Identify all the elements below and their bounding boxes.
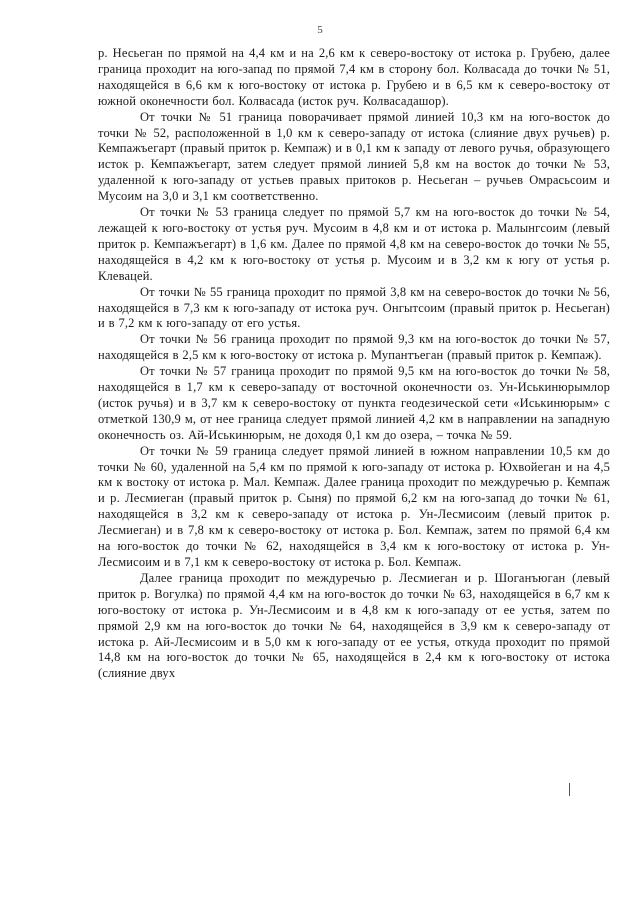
scan-edge-mark xyxy=(569,783,570,796)
paragraph-point-55: От точки № 55 граница проходит по прямой 3,8 км на северо-восток до точки № 56, находящейся в 7,3 км к юго-западу от истока руч. Онгытсоим (правый приток р. Несьеган) и в 7,2 км к юго-западу от его устья. xyxy=(98,284,610,331)
paragraph-lesmiegan-divide: Далее граница проходит по междуречью р. Лесмиеган и р. Шоганъюган (левый приток р. Вогулка) по прямой 4,4 км на юго-восток до точки № 63, находящейся в 6,7 км к юго-востоку от истока р. Ун-Лесмисоим и в 4,8 км к юго-западу от ее устья, затем по прямой 2,9 км на юго-восток до точки № 64, находящейся в 3,9 км к северо-западу от истока р. Ай-Лесмисоим и в 5,0 км к юго-западу от ее устья, откуда проходит по прямой 14,8 км на юго-восток до точки № 65, находящейся в 2,4 км к юго-востоку от истока (слияние двух xyxy=(98,570,610,681)
paragraph-continuation: р. Несьеган по прямой на 4,4 км и на 2,6 км к северо-востоку от истока р. Грубею, далее граница проходит на юго-запад по прямой 7,4 км в сторону бол. Колвасада до точки № 51, находящейся в 6,6 км к юго-востоку от истока р. Грубею и в 6,5 км к северо-востоку от южной оконечности бол. Колвасада (исток руч. Колвасадашор). xyxy=(98,46,610,108)
paragraph-point-51: От точки № 51 граница поворачивает прямой линией 10,3 км на юго-восток до точки № 52, расположенной в 1,0 км к северо-западу от истока (слияние двух ручьев) р. Кемпажъегарт (правый приток р. Кемпаж) и в 0,1 км к западу от левого ручья, образующего исток р. Кемпажъегарт, затем следует прямой линией 5,8 км на восток до точки № 53, удаленной к юго-западу от устьев правых притоков р. Несьеган – ручьев Омрасьсоим и Мусоим на 3,0 и 3,1 км соответственно. xyxy=(98,109,610,204)
paragraph-point-53: От точки № 53 граница следует по прямой 5,7 км на юго-восток до точки № 54, лежащей к юго-востоку от устья руч. Мусоим в 4,8 км и от истока р. Малынгсоим (левый приток р. Кемпажъегарт) в 1,6 км. Далее по прямой 4,8 км на северо-восток до точки № 55, находящейся в 4,2 км к юго-востоку от устья р. Мусоим и в 3,2 км к югу от устья р. Клевацей. xyxy=(98,205,610,283)
paragraph-point-56: От точки № 56 граница проходит по прямой 9,3 км на юго-восток до точки № 57, находящейся в 2,5 км к юго-востоку от истока р. Мупантъеган (правый приток р. Кемпаж). xyxy=(98,332,610,363)
page-number: 5 xyxy=(317,24,323,36)
paragraph-point-59: От точки № 59 граница следует прямой линией в южном направлении 10,5 км до точки № 60, удаленной на 5,4 км по прямой к юго-западу от истока р. Юхвойеган и на 4,5 км к востоку от истока р. Мал. Кемпаж. Далее граница проходит по междуречью р. Кемпаж и р. Лесмиеган (правый приток р. Сыня) по прямой 6,2 км на юго-запад до точки № 61, находящейся в 3,2 км к северо-западу от истока р. Ун-Лесмисоим (левый приток р. Лесмиеган) и в 7,8 км к северо-востоку от истока р. Бол. Кемпаж, затем по прямой 6,4 км на юго-восток до точки № 62, находящейся в 3,4 км к юго-востоку от истока р. Ун-Лесмисоим и в 7,1 км к северо-востоку от истока р. Бол. Кемпаж. xyxy=(98,443,610,569)
paragraph-point-57: От точки № 57 граница проходит по прямой 9,5 км на юго-восток до точки № 58, находящейся в 1,7 км к северо-западу от восточной оконечности оз. Ун-Иськинюрымлор (исток ручья) и в 3,7 км к северо-востоку от пункта геодезической сети «Иськинюрым» с отметкой 130,9 м, от нее граница следует прямой линией 4,2 км в направлении на западную оконечность оз. Ай-Иськинюрым, не доходя 0,1 км до озера, – точка № 59. xyxy=(98,364,610,442)
document-body xyxy=(98,46,610,682)
